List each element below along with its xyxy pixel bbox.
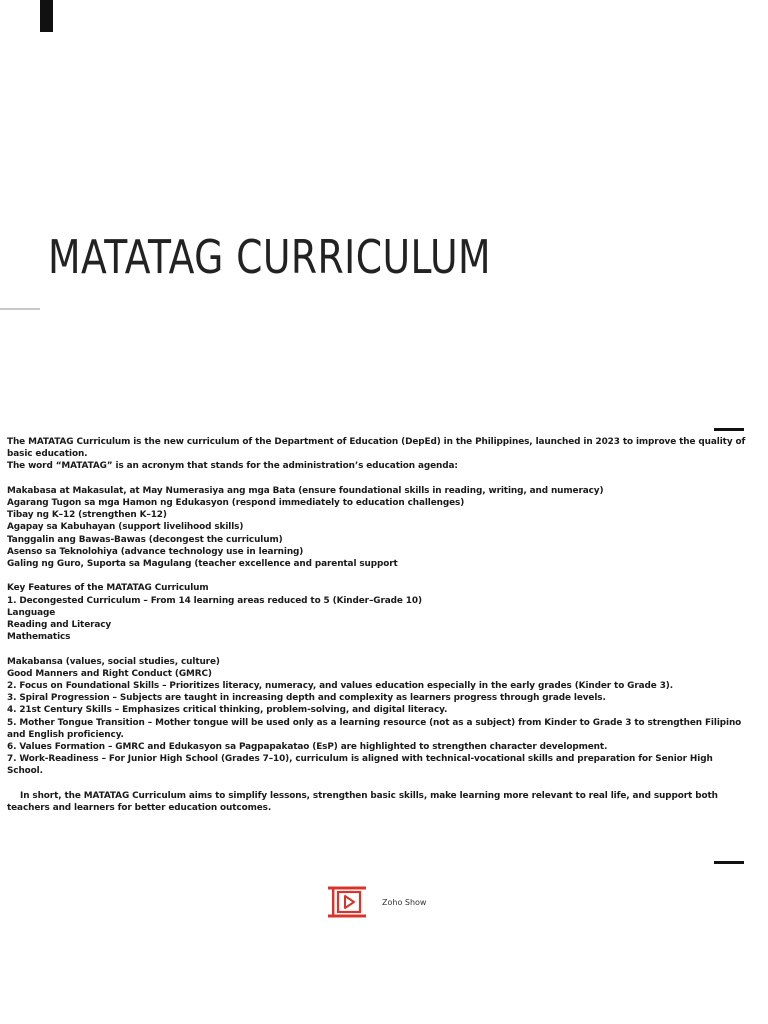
agenda-item: Galing ng Guro, Suporta sa Magulang (teacher excellence and parental support [7, 559, 398, 570]
summary-text: In short, the MATATAG Curriculum aims to simplify lessons, strengthen basic skills, make learning more relevant to real life, and support both teachers and learners for better education outcomes. [7, 790, 718, 814]
intro-line-1: The MATATAG Curriculum is the new curriculum of the Department of Education (DepEd) in the Philippines, launched in 2023 to improve the quality of basic education. [7, 437, 746, 460]
feature-item: 3. Spiral Progression – Subjects are taught in increasing depth and complexity as learners progress through grade levels. [7, 693, 606, 704]
slide-title: MATATAG CURRICULUM [48, 230, 491, 284]
agenda-item: Makabasa at Makasulat, at May Numerasiya ang mga Bata (ensure foundational skills in reading, writing, and numeracy) [7, 485, 604, 496]
zoho-show-label: Zoho Show [382, 897, 427, 907]
zoho-show-logo-icon [327, 885, 367, 919]
right-accent-rule-top [714, 428, 744, 431]
top-accent-bar [40, 0, 53, 32]
summary-paragraph [7, 790, 747, 814]
zoho-show-branding[interactable] [327, 885, 426, 919]
feature-item: 1. Decongested Curriculum – From 14 learning areas reduced to 5 (Kinder–Grade 10) [7, 595, 422, 606]
learning-area-item: Language [7, 607, 56, 618]
features-heading: Key Features of the MATATAG Curriculum [7, 583, 209, 594]
feature-item: 4. 21st Century Skills – Emphasizes critical thinking, problem-solving, and digital literacy. [7, 705, 448, 716]
agenda-item: Asenso sa Teknolohiya (advance technology use in learning) [7, 546, 304, 557]
title-divider [0, 308, 40, 310]
feature-item: 5. Mother Tongue Transition – Mother tongue will be used only as a learning resource (not as a subject) from Kinder to Grade 3 to strengthen Filipino and English proficiency. [7, 717, 742, 740]
learning-area-item: Good Manners and Right Conduct (GMRC) [7, 668, 212, 679]
agenda-item: Agapay sa Kabuhayan (support livelihood skills) [7, 522, 244, 533]
feature-item: 6. Values Formation – GMRC and Edukasyon sa Pagpapakatao (EsP) are highlighted to strengthen character development. [7, 742, 608, 753]
learning-area-item: Mathematics [7, 632, 71, 643]
learning-area-item: Makabansa (values, social studies, culture) [7, 656, 220, 667]
agenda-item: Tibay ng K–12 (strengthen K–12) [7, 510, 167, 521]
agenda-item: Tanggalin ang Bawas-Bawas (decongest the curriculum) [7, 534, 283, 545]
slide-body-text [7, 436, 747, 814]
feature-item: 2. Focus on Foundational Skills – Prioritizes literacy, numeracy, and values education especially in the early grades (Kinder to Grade 3). [7, 681, 674, 692]
feature-item: 7. Work-Readiness – For Junior High School (Grades 7–10), curriculum is aligned with technical-vocational skills and preparation for Senior High School. [7, 754, 713, 777]
learning-area-item: Reading and Literacy [7, 620, 112, 631]
intro-line-2: The word “MATATAG” is an acronym that stands for the administration’s education agenda: [7, 461, 458, 472]
agenda-item: Agarang Tugon sa mga Hamon ng Edukasyon (respond immediately to education challenges) [7, 498, 465, 508]
right-accent-rule-bottom [714, 861, 744, 864]
